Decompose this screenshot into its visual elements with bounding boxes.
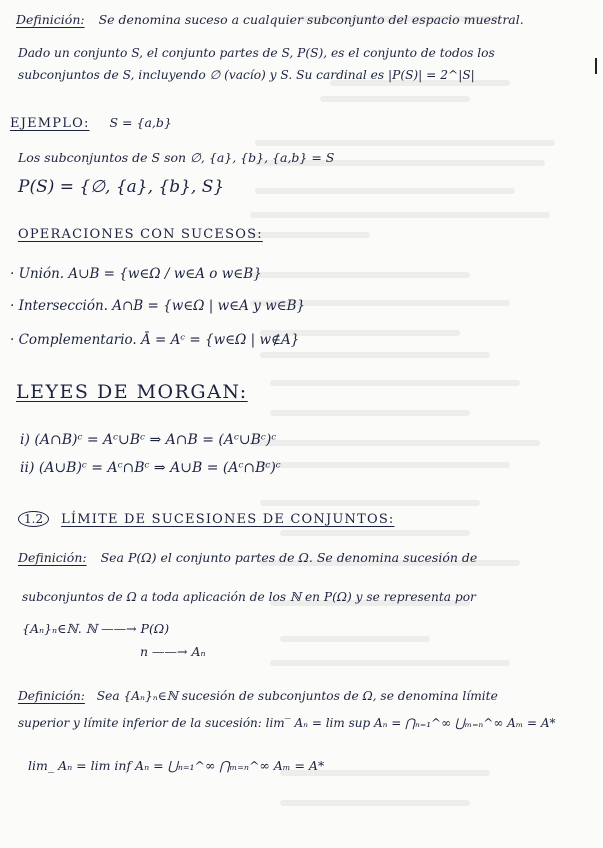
def-sucesion-line-4: n ——→ Aₙ (140, 644, 206, 659)
power-set-example: P(S) = {∅, {a}, {b}, S} (18, 177, 225, 197)
complement-line: · Complementario. Ā = Aᶜ = {w∈Ω | w∉A} (10, 332, 300, 348)
subsets-line: Los subconjuntos de S son ∅, {a}, {b}, {a,b} = S (18, 150, 335, 165)
def-sucesion-line-3: {Aₙ}ₙ∈ℕ. ℕ ——→ P(Ω) (22, 621, 170, 636)
section-title: LÍMITE DE SUCESIONES DE CONJUNTOS: (61, 512, 395, 527)
def-sucesion-line (18, 550, 477, 565)
morgan-law-1: i) (A∩B)ᶜ = Aᶜ∪Bᶜ ⇒ A∩B = (Aᶜ∪Bᶜ)ᶜ (20, 432, 277, 448)
intersection-line: · Intersección. A∩B = {w∈Ω | w∈A y w∈B} (10, 298, 306, 314)
power-set-line-1: Dado un conjunto S, el conjunto partes de S, P(S), es el conjunto de todos los (18, 46, 495, 60)
limit-superior-line: superior y límite inferior de la sucesión: lim‾ Aₙ = lim sup Aₙ = ⋂ₙ₌₁^∞ ⋃ₘ₌ₙ^∞ Aₘ = A* (18, 716, 556, 730)
limit-inferior-line: lim_ Aₙ = lim inf Aₙ = ⋃ₙ₌₁^∞ ⋂ₘ₌ₙ^∞ Aₘ = A* (28, 758, 325, 773)
example-label: EJEMPLO: (10, 116, 90, 131)
def-sucesion-line-2: subconjuntos de Ω a toda aplicación de los ℕ en P(Ω) y se representa por (22, 590, 476, 604)
def-label: Definición: (16, 12, 85, 27)
power-set-line-2: subconjuntos de S, incluyendo ∅ (vacío) y S. Su cardinal es |P(S)| = 2^|S| (18, 68, 475, 82)
morgan-law-2: ii) (A∪B)ᶜ = Aᶜ∩Bᶜ ⇒ A∪B = (Aᶜ∩Bᶜ)ᶜ (20, 460, 281, 476)
def-sucesion-label: Definición: (18, 550, 87, 565)
example-set: S = {a,b} (109, 115, 172, 130)
def-limit-label: Definición: (18, 689, 85, 703)
section-number: 1.2 (18, 511, 49, 527)
section-heading (18, 511, 395, 527)
morgan-title: LEYES DE MORGAN: (16, 381, 248, 403)
def-limit-text: Sea {Aₙ}ₙ∈ℕ sucesión de subconjuntos de Ω, se denomina límite (96, 689, 498, 703)
operations-title: OPERACIONES CON SUCESOS: (18, 227, 263, 242)
def-text: Se denomina suceso a cualquier subconjunto del espacio muestral. (98, 12, 524, 27)
def-limit-line (18, 689, 498, 703)
example-line (10, 115, 172, 131)
def-suceso-line (16, 12, 524, 27)
def-sucesion-text: Sea P(Ω) el conjunto partes de Ω. Se denomina sucesión de (100, 550, 478, 565)
union-line: · Unión. A∪B = {w∈Ω / w∈A o w∈B} (10, 266, 262, 282)
